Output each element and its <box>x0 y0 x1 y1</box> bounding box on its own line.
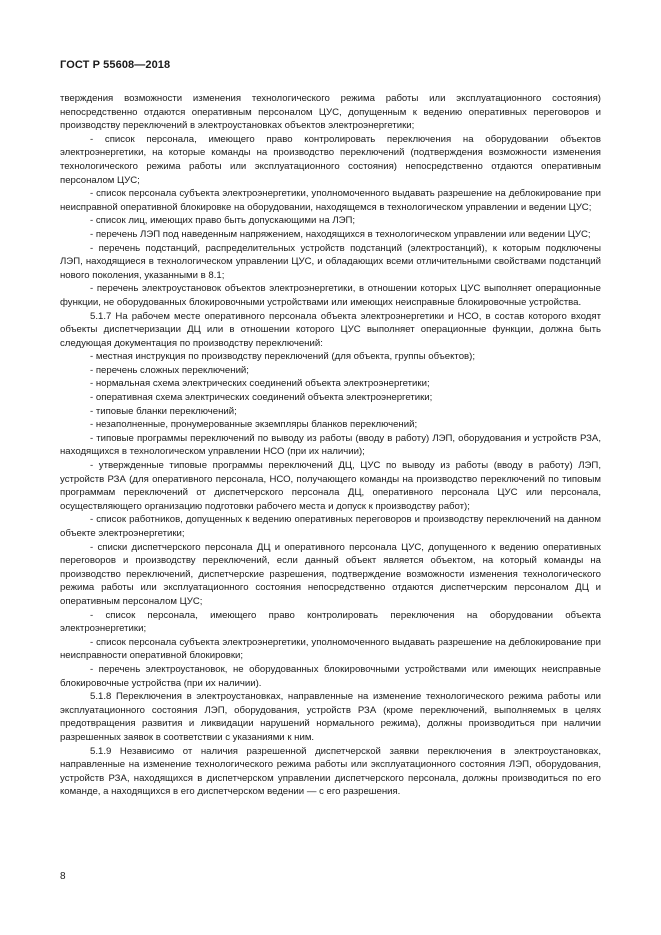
paragraph: - перечень сложных переключений; <box>90 364 249 376</box>
paragraph: - типовые программы переключений по выводу из работы (вводу в работу) ЛЭП, оборудования и устройств РЗА, находящихся в технологическом управлении НСО (при их наличии); <box>60 432 601 458</box>
paragraph: - утвержденные типовые программы переключений ДЦ, ЦУС по выводу из работы (вводу в работу) ЛЭП, устройств РЗА (для оперативного персонала, НСО, получающего команды на производство переключений по типовым программам переключений от диспетчерского персонала ДЦ, оперативного персонала ЦУС или персонала, осуществляющего организацию подготовки рабочего места и допуск к производству работ); <box>60 460 601 512</box>
paragraph: - перечень ЛЭП под наведенным напряжением, находящихся в технологическом управлении или ведении ЦУС; <box>90 228 591 240</box>
document-header-title: ГОСТ Р 55608—2018 <box>60 59 171 71</box>
paragraph: - местная инструкция по производству переключений (для объекта, группы объектов); <box>90 351 475 363</box>
paragraph: - перечень подстанций, распределительных устройств подстанций (электростанций), к которым подключены ЛЭП, находящиеся в технологическом управлении ЦУС, и обладающих всеми отличительными свойствами подстанций нового поколения, указанными в 8.1; <box>60 242 601 281</box>
paragraph: - список персонала субъекта электроэнергетики, уполномоченного выдавать разрешение на деблокирование при неисправной оперативной блокировке на оборудовании, находящемся в технологическом управлении и ведении ЦУС; <box>60 188 601 213</box>
paragraph: - список персонала, имеющего право контролировать переключения на оборудовании объекта электроэнергетики; <box>60 609 601 635</box>
paragraph: - перечень электроустановок объектов электроэнергетики, в отношении которых ЦУС выполняет операционные функции, не оборудованных блокировочными устройствами или имеющих неисправные блокировочные устройства. <box>60 283 601 308</box>
paragraph: - незаполненные, пронумерованные экземпляры бланков переключений; <box>90 419 418 431</box>
paragraph: - список работников, допущенных к ведению оперативных переговоров и производству переключений на данном объекте электроэнергетики; <box>60 514 601 539</box>
paragraph: 5.1.9 Независимо от наличия разрешенной диспетчерской заявки переключения в электроустановках, направленные на изменение технологического режима работы или эксплуатационного состояния ЛЭП, оборудования, устройств РЗА, находящихся в диспетчерском управлении диспетчерского персонала, должны производиться по его команде, а находящихся в его диспетчерском ведении — с его разрешения. <box>60 745 601 798</box>
paragraph: 5.1.8 Переключения в электроустановках, направленные на изменение технологического режима работы или эксплуатационного состояния ЛЭП, оборудования, устройств РЗА (кроме переключений, выполняемых в целях предотвращения развития и ликвидации нарушений нормального режима), должны производиться при наличии разрешенных заявок в соответствии с указаниями к ним. <box>60 691 601 743</box>
paragraph: - список лиц, имеющих право быть допускающими на ЛЭП; <box>90 215 356 227</box>
paragraph: - нормальная схема электрических соединений объекта электроэнергетики; <box>90 378 430 390</box>
paragraph: - типовые бланки переключений; <box>90 405 237 417</box>
page-number: 8 <box>60 871 66 882</box>
paragraph: - оперативная схема электрических соединений объекта электроэнергетики; <box>90 392 433 404</box>
paragraph: тверждения возможности изменения технологического режима работы или эксплуатационного состояния) непосредственно отдаются оперативным персоналом ЦУС, допущенным к ведению оперативных переговоров и производству переключений в электроустановках объектов электроэнергетики; <box>60 93 601 132</box>
paragraph: - список персонала субъекта электроэнергетики, уполномоченного выдавать разрешение на деблокирование при неисправности оперативной блокировки; <box>60 636 601 662</box>
paragraph: - список персонала, имеющего право контролировать переключения на оборудовании объектов электроэнергетики, на которые команды на производство переключений (подтверждения возможности изменения технологического режима работы или эксплуатационного состояния) непосредственно отдаются оперативным персоналом ЦУС; <box>60 133 601 186</box>
paragraph: - перечень электроустановок, не оборудованных блокировочными устройствами или имеющих неисправные блокировочные устройства (при их наличии). <box>60 663 601 689</box>
paragraph: 5.1.7 На рабочем месте оперативного персонала объекта электроэнергетики и НСО, в состав которого входят объекты диспетчеризации ДЦ или в отношении которого ЦУС выполняет операционные функции, должна быть следующая документация по производству переключений: <box>60 310 601 349</box>
document-body <box>60 92 601 799</box>
paragraph: - списки диспетчерского персонала ДЦ и оперативного персонала ЦУС, допущенного к ведению оперативных переговоров и производству переключений, если данный объект является объектом, на который команды на производство переключений, диспетчерские разрешения, подтверждение возможности изменения технологического режима работы или эксплуатационного состояния непосредственно отдаются диспетчерским персоналом ДЦ и оперативным персоналом ЦУС; <box>60 541 601 607</box>
